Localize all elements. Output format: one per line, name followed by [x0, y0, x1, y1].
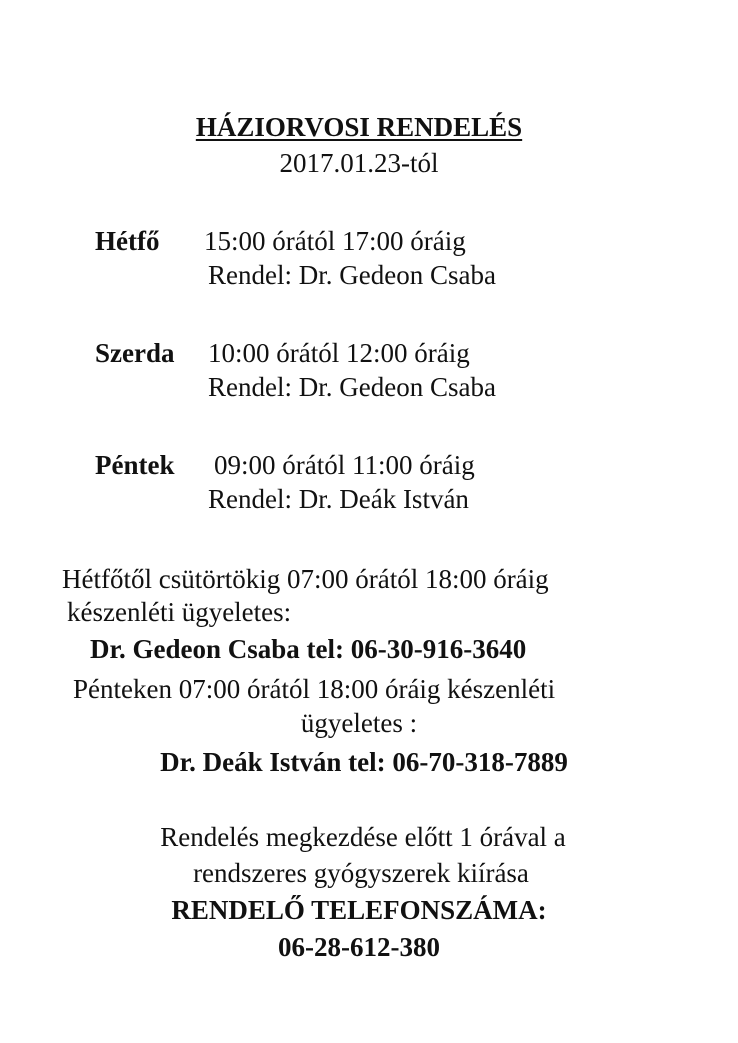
- schedule-day-monday: Hétfő: [95, 226, 160, 256]
- schedule-day-wednesday: Szerda: [95, 338, 175, 368]
- on-call-weekday-hours: Hétfőtől csütörtökig 07:00 órától 18:00 óráig: [62, 564, 549, 594]
- on-call-weekday-contact: Dr. Gedeon Csaba tel: 06-30-916-3640: [90, 634, 527, 664]
- on-call-friday-label: ügyeletes :: [300, 708, 418, 738]
- schedule-time-monday: 15:00 órától 17:00 óráig: [204, 226, 466, 256]
- on-call-friday-hours: Pénteken 07:00 órától 18:00 óráig készenléti: [73, 674, 556, 704]
- on-call-friday-contact: Dr. Deák István tel: 06-70-318-7889: [160, 747, 568, 777]
- schedule-day-friday: Péntek: [95, 450, 175, 480]
- prescription-note-line2: rendszeres gyógyszerek kiírása: [193, 858, 529, 888]
- office-phone-number: 06-28-612-380: [278, 932, 440, 962]
- schedule-time-friday: 09:00 órától 11:00 óráig: [214, 450, 475, 480]
- valid-from-date: 2017.01.23-tól: [279, 148, 439, 178]
- schedule-time-wednesday: 10:00 órától 12:00 óráig: [208, 338, 470, 368]
- schedule-doctor-wednesday: Rendel: Dr. Gedeon Csaba: [208, 372, 496, 402]
- schedule-doctor-friday: Rendel: Dr. Deák István: [208, 484, 469, 514]
- prescription-note-line1: Rendelés megkezdése előtt 1 órával a: [160, 822, 566, 852]
- schedule-doctor-monday: Rendel: Dr. Gedeon Csaba: [208, 260, 496, 290]
- office-phone-label: RENDELŐ TELEFONSZÁMA:: [171, 895, 547, 925]
- page-title: HÁZIORVOSI RENDELÉS: [195, 112, 523, 142]
- on-call-weekday-label: készenléti ügyeletes:: [67, 597, 292, 627]
